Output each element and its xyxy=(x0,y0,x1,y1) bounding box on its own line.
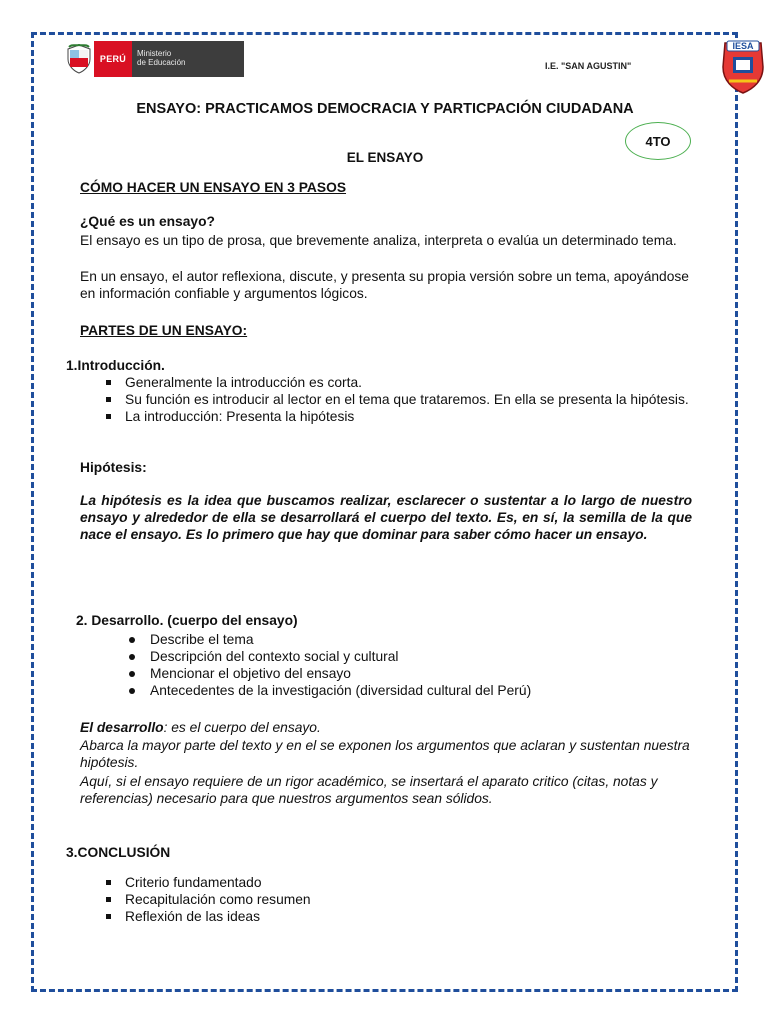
intro-heading: 1.Introducción. xyxy=(66,358,165,373)
what-is-heading: ¿Qué es un ensayo? xyxy=(80,214,215,229)
parts-heading: PARTES DE UN ENSAYO: xyxy=(80,323,248,338)
development-term: El desarrollo xyxy=(80,720,164,735)
conclusion-list xyxy=(103,874,694,925)
what-is-paragraph-2: En un ensayo, el autor reflexiona, discute, y presenta su propia versión sobre un tema, apoyándose en información confiable y argumentos lógicos. xyxy=(80,269,689,301)
conclusion-heading: 3.CONCLUSIÓN xyxy=(66,845,171,860)
peru-shield-icon xyxy=(64,41,94,77)
hypothesis-heading: Hipótesis: xyxy=(80,460,147,475)
hypothesis-text: La hipótesis es la idea que buscamos realizar, esclarecer o sustentar a lo largo de nuestro ensayo y alrededor de ella se desarrollará el cuerpo del texto. Es, en sí, la semilla de la que nace el ensayo. Es lo primero que hay que dominar para saber cómo hacer un ensayo. xyxy=(80,493,692,542)
emblem-label: IESA xyxy=(732,41,754,51)
list-item: Recapitulación como resumen xyxy=(103,891,694,908)
development-term-rest: : es el cuerpo del ensayo. xyxy=(163,720,321,735)
peru-label: PERÚ xyxy=(94,41,132,77)
development-definition xyxy=(80,719,720,736)
list-item: Antecedentes de la investigación (diversidad cultural del Perú) xyxy=(126,682,706,699)
ministry-line1: Ministerio xyxy=(137,49,172,58)
ministry-line2: de Educación xyxy=(137,58,186,67)
list-item: Su función es introducir al lector en el tema que trataremos. En ella se presenta la hipótesis. xyxy=(103,391,694,408)
development-paragraph-1: Abarca la mayor parte del texto y en el se exponen los argumentos que aclaran y sustentan nuestra hipótesis. xyxy=(80,738,690,770)
list-item: Descripción del contexto social y cultural xyxy=(126,648,706,665)
school-emblem-icon xyxy=(719,37,767,95)
ministry-name xyxy=(132,41,244,77)
how-to-heading: CÓMO HACER UN ENSAYO EN 3 PASOS xyxy=(80,180,347,195)
development-heading: 2. Desarrollo. (cuerpo del ensayo) xyxy=(76,613,298,628)
school-name: I.E. "SAN AGUSTIN" xyxy=(545,61,632,71)
development-paragraph-2: Aquí, si el ensayo requiere de un rigor académico, se insertará el aparato critico (citas, notas y referencias) necesario para que nuestros argumentos sean sólidos. xyxy=(80,774,658,806)
what-is-paragraph-1: El ensayo es un tipo de prosa, que brevemente analiza, interpreta o evalúa un determinado tema. xyxy=(80,233,677,248)
list-item: Generalmente la introducción es corta. xyxy=(103,374,694,391)
development-list xyxy=(126,631,706,699)
document-subtitle: EL ENSAYO xyxy=(346,150,424,165)
list-item: La introducción: Presenta la hipótesis xyxy=(103,408,694,425)
document-title: ENSAYO: PRACTICAMOS DEMOCRACIA Y PARTICPACIÓN CIUDADANA xyxy=(136,101,634,117)
list-item: Criterio fundamentado xyxy=(103,874,694,891)
grade-badge: 4TO xyxy=(625,122,691,160)
list-item: Mencionar el objetivo del ensayo xyxy=(126,665,706,682)
intro-list xyxy=(103,374,694,425)
list-item: Reflexión de las ideas xyxy=(103,908,694,925)
ministry-logo xyxy=(64,41,244,77)
list-item: Describe el tema xyxy=(126,631,706,648)
